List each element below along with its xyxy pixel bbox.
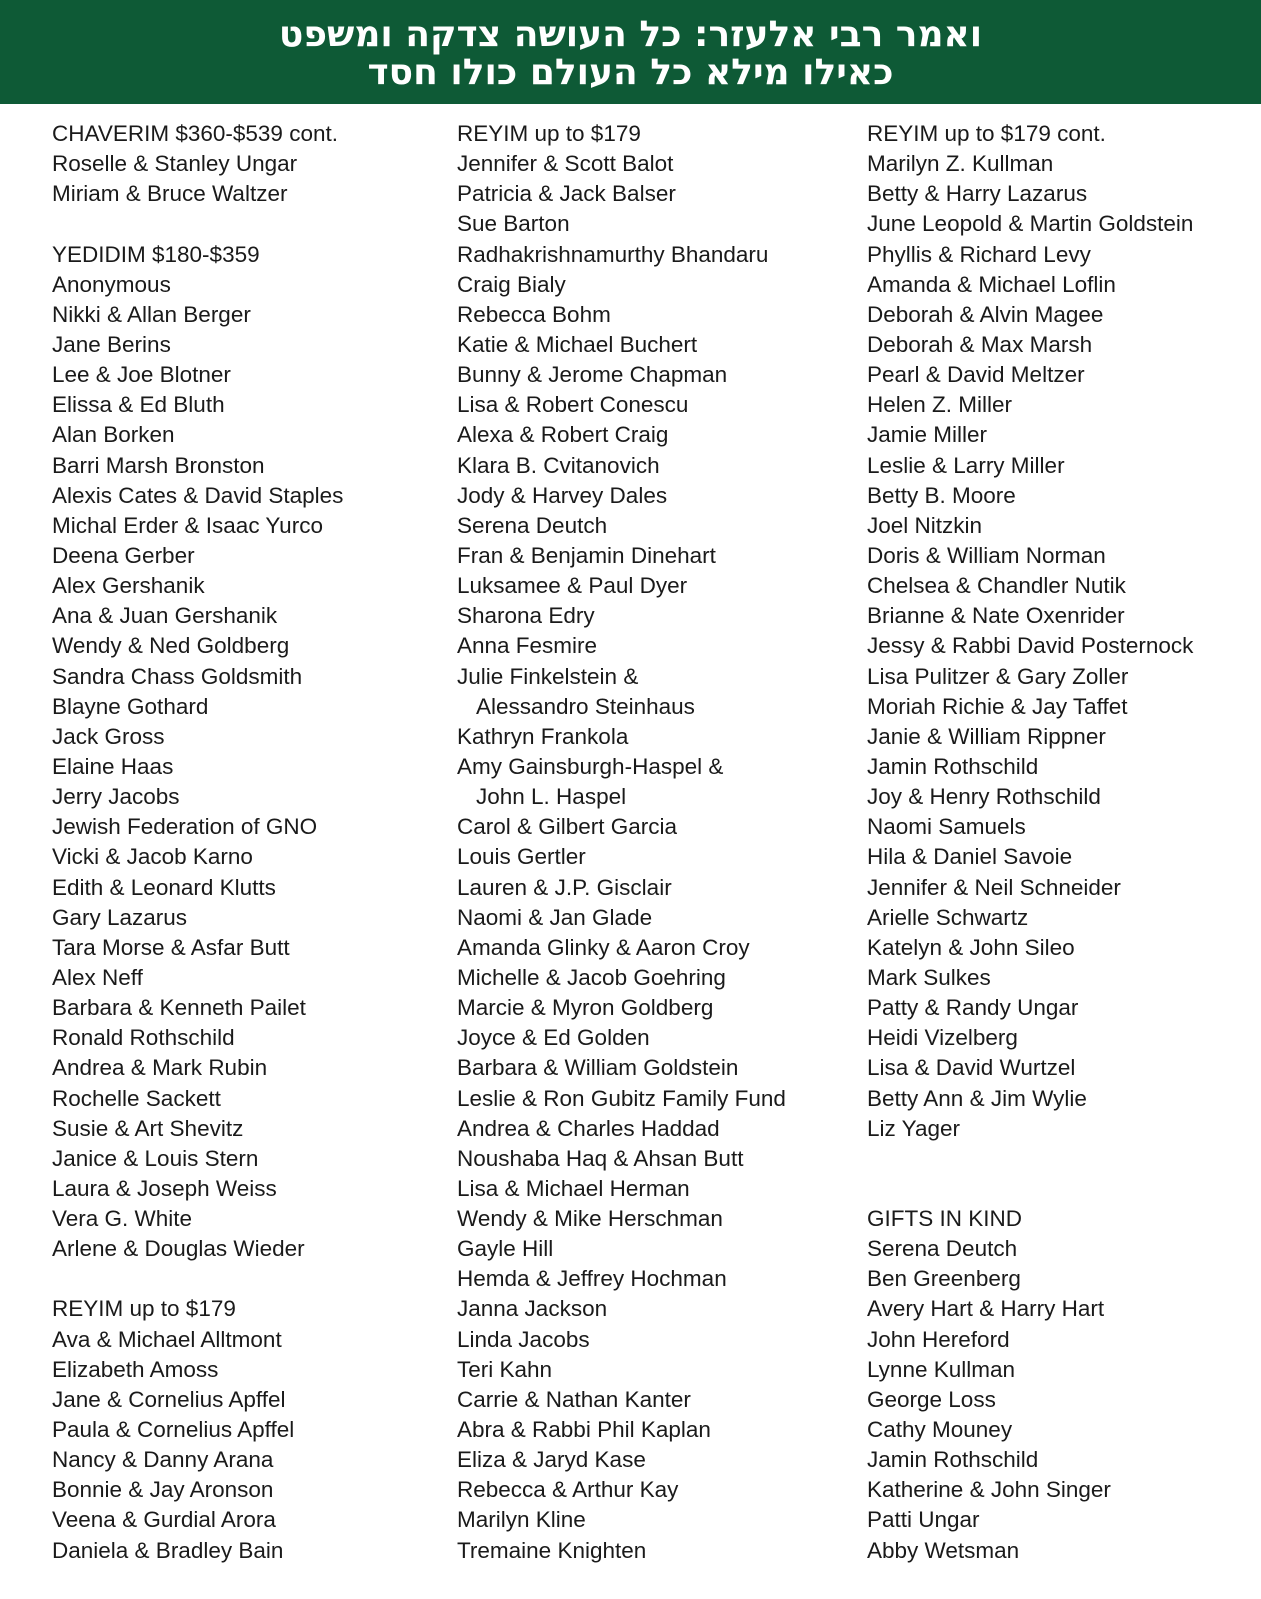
donor-name: Alan Borken bbox=[52, 422, 175, 448]
donor-name: Vicki & Jacob Karno bbox=[52, 844, 253, 870]
giving-level-heading: REYIM up to $179 cont. bbox=[867, 121, 1106, 146]
donor-name: Alexis Cates & David Staples bbox=[52, 482, 344, 508]
donor-name: Hila & Daniel Savoie bbox=[867, 844, 1073, 870]
spacer bbox=[52, 209, 343, 239]
donor-name: Pearl & David Meltzer bbox=[867, 362, 1085, 388]
donor-name: Lynne Kullman bbox=[867, 1356, 1016, 1382]
donor-name: Jane Berins bbox=[52, 331, 171, 357]
donor-name: Heidi Vizelberg bbox=[867, 1025, 1018, 1051]
donor-name: Elizabeth Amoss bbox=[52, 1356, 219, 1382]
donor-name: Tremaine Knighten bbox=[457, 1537, 647, 1563]
donor-name: Arielle Schwartz bbox=[867, 904, 1029, 930]
donor-name: Abby Wetsman bbox=[867, 1537, 1020, 1563]
donor-name: Jane & Cornelius Apffel bbox=[52, 1386, 286, 1412]
donor-name: Marilyn Kline bbox=[457, 1507, 586, 1533]
donor-name: Barri Marsh Bronston bbox=[52, 452, 265, 478]
donor-name: Avery Hart & Harry Hart bbox=[867, 1296, 1105, 1322]
donor-name: Brianne & Nate Oxenrider bbox=[867, 603, 1125, 629]
donor-name: Nancy & Danny Arana bbox=[52, 1447, 274, 1473]
donor-name: Jamin Rothschild bbox=[867, 1447, 1039, 1473]
donor-name: Tara Morse & Asfar Butt bbox=[52, 934, 290, 960]
donor-column-3 bbox=[867, 119, 1193, 1566]
donor-name: Carrie & Nathan Kanter bbox=[457, 1386, 691, 1412]
donor-name: George Loss bbox=[867, 1386, 996, 1412]
donor-name: Gayle Hill bbox=[457, 1236, 554, 1262]
donor-name: Liz Yager bbox=[867, 1115, 960, 1141]
donor-name: Wendy & Ned Goldberg bbox=[52, 633, 290, 659]
donor-name: Veena & Gurdial Arora bbox=[52, 1507, 276, 1533]
giving-level-heading: REYIM up to $179 bbox=[52, 1296, 236, 1322]
quote-line-1: ואמר רבי אלעזר: כל העושה צדקה ומשפט bbox=[278, 14, 983, 55]
giving-level-heading: REYIM up to $179 bbox=[457, 121, 641, 146]
donor-name: Patty & Randy Ungar bbox=[867, 995, 1079, 1021]
donor-name: Joyce & Ed Golden bbox=[457, 1025, 650, 1051]
donor-name: Nikki & Allan Berger bbox=[52, 301, 251, 327]
donor-name: Craig Bialy bbox=[457, 271, 566, 297]
donor-name: John L. Haspel bbox=[476, 784, 627, 810]
donor-name: Serena Deutch bbox=[457, 512, 608, 538]
donor-name: Jessy & Rabbi David Posternock bbox=[867, 633, 1194, 659]
donor-name: Wendy & Mike Herschman bbox=[457, 1206, 723, 1232]
donor-name: Amy Gainsburgh-Haspel & bbox=[457, 753, 724, 779]
donor-name: Naomi & Jan Glade bbox=[457, 904, 653, 930]
donor-name: Fran & Benjamin Dinehart bbox=[457, 542, 716, 568]
donor-name: Elaine Haas bbox=[52, 753, 174, 779]
giving-level-heading: CHAVERIM $360-$539 cont. bbox=[52, 121, 338, 146]
quote-line-2: כאילו מילא כל העולם כולו חסד bbox=[367, 52, 894, 93]
donor-name: Klara B. Cvitanovich bbox=[457, 452, 660, 478]
donor-name: Bonnie & Jay Aronson bbox=[52, 1477, 274, 1503]
donor-name: Andrea & Mark Rubin bbox=[52, 1055, 268, 1081]
donor-name: Deena Gerber bbox=[52, 542, 195, 568]
donor-name: Betty B. Moore bbox=[867, 482, 1016, 508]
donor-name: Andrea & Charles Haddad bbox=[457, 1115, 720, 1141]
donor-name: Marcie & Myron Goldberg bbox=[457, 995, 714, 1021]
donor-name: Laura & Joseph Weiss bbox=[52, 1175, 277, 1201]
donor-name: Janice & Louis Stern bbox=[52, 1145, 259, 1171]
donor-name: Vera G. White bbox=[52, 1206, 193, 1232]
spacer bbox=[867, 1174, 1193, 1204]
donor-name: Teri Kahn bbox=[457, 1356, 553, 1382]
donor-name: Janna Jackson bbox=[457, 1296, 608, 1322]
donor-name: Ava & Michael Alltmont bbox=[52, 1326, 282, 1352]
giving-level-heading: YEDIDIM $180-$359 bbox=[52, 241, 260, 267]
donor-name: Cathy Mouney bbox=[867, 1417, 1013, 1443]
donor-name: Serena Deutch bbox=[867, 1236, 1018, 1262]
donor-name: Ana & Juan Gershanik bbox=[52, 603, 278, 629]
donor-name: Eliza & Jaryd Kase bbox=[457, 1447, 646, 1473]
donor-name: Lauren & J.P. Gisclair bbox=[457, 874, 672, 900]
hebrew-quote-banner bbox=[0, 0, 1261, 104]
donor-name: Amanda & Michael Loflin bbox=[867, 271, 1116, 297]
donor-name: Anna Fesmire bbox=[457, 633, 598, 659]
donor-name: Naomi Samuels bbox=[867, 814, 1026, 840]
donor-name: Helen Z. Miller bbox=[867, 392, 1013, 418]
donor-column-2 bbox=[457, 119, 786, 1566]
spacer bbox=[52, 1264, 343, 1294]
donor-name: Carol & Gilbert Garcia bbox=[457, 814, 678, 840]
donor-name: Lisa Pulitzer & Gary Zoller bbox=[867, 663, 1129, 689]
donor-name: Michelle & Jacob Goehring bbox=[457, 964, 726, 990]
donor-name: Luksamee & Paul Dyer bbox=[457, 573, 688, 599]
donor-name: Bunny & Jerome Chapman bbox=[457, 362, 728, 388]
donor-name: Louis Gertler bbox=[457, 844, 586, 870]
donor-name: Alex Neff bbox=[52, 964, 143, 990]
donor-name: Marilyn Z. Kullman bbox=[867, 151, 1054, 177]
donor-name: Daniela & Bradley Bain bbox=[52, 1537, 284, 1563]
donor-name: Sue Barton bbox=[457, 211, 570, 237]
donor-name: Paula & Cornelius Apffel bbox=[52, 1417, 295, 1443]
donor-name: Leslie & Ron Gubitz Family Fund bbox=[457, 1085, 786, 1111]
spacer bbox=[867, 1144, 1193, 1174]
donor-name: Moriah Richie & Jay Taffet bbox=[867, 693, 1128, 719]
donor-name: Katie & Michael Buchert bbox=[457, 331, 698, 357]
donor-name: Elissa & Ed Bluth bbox=[52, 392, 225, 418]
giving-level-heading: GIFTS IN KIND bbox=[867, 1206, 1023, 1232]
donor-name: Joel Nitzkin bbox=[867, 512, 983, 538]
donor-name: Susie & Art Shevitz bbox=[52, 1115, 244, 1141]
donor-name: Ronald Rothschild bbox=[52, 1025, 235, 1051]
donor-name: Jody & Harvey Dales bbox=[457, 482, 668, 508]
donor-name: Rochelle Sackett bbox=[52, 1085, 221, 1111]
donor-name: Mark Sulkes bbox=[867, 964, 991, 990]
donor-name: Doris & William Norman bbox=[867, 542, 1106, 568]
donor-name: Roselle & Stanley Ungar bbox=[52, 151, 298, 177]
donor-name: Miriam & Bruce Waltzer bbox=[52, 181, 288, 207]
donor-name: Rebecca & Arthur Kay bbox=[457, 1477, 679, 1503]
donor-name: Sharona Edry bbox=[457, 603, 595, 629]
donor-name: Jack Gross bbox=[52, 723, 165, 749]
donor-name: Katelyn & John Sileo bbox=[867, 934, 1075, 960]
donor-name: Kathryn Frankola bbox=[457, 723, 629, 749]
donor-name: Joy & Henry Rothschild bbox=[867, 784, 1101, 810]
donor-name: Abra & Rabbi Phil Kaplan bbox=[457, 1417, 711, 1443]
donor-name: Anonymous bbox=[52, 271, 171, 297]
donor-name: Katherine & John Singer bbox=[867, 1477, 1111, 1503]
donor-name: Linda Jacobs bbox=[457, 1326, 590, 1352]
donor-name: Alexa & Robert Craig bbox=[457, 422, 669, 448]
donor-name: Lisa & Robert Conescu bbox=[457, 392, 689, 418]
donor-name: Patti Ungar bbox=[867, 1507, 980, 1533]
donor-name: Michal Erder & Isaac Yurco bbox=[52, 512, 323, 538]
donor-name: Lee & Joe Blotner bbox=[52, 362, 231, 388]
donor-name: Sandra Chass Goldsmith bbox=[52, 663, 303, 689]
donor-name: Julie Finkelstein & bbox=[457, 663, 639, 689]
donor-name: Jamin Rothschild bbox=[867, 753, 1039, 779]
donor-name: Lisa & David Wurtzel bbox=[867, 1055, 1076, 1081]
donor-name: Alex Gershanik bbox=[52, 573, 205, 599]
donor-name: Patricia & Jack Balser bbox=[457, 181, 676, 207]
donor-name: Rebecca Bohm bbox=[457, 301, 611, 327]
donor-name: Radhakrishnamurthy Bhandaru bbox=[457, 241, 769, 267]
donor-name: Alessandro Steinhaus bbox=[476, 693, 695, 719]
donor-name: Noushaba Haq & Ahsan Butt bbox=[457, 1145, 744, 1171]
donor-name: Janie & William Rippner bbox=[867, 723, 1106, 749]
donor-name: Barbara & William Goldstein bbox=[457, 1055, 739, 1081]
donor-name: Jerry Jacobs bbox=[52, 784, 180, 810]
donor-name: Hemda & Jeffrey Hochman bbox=[457, 1266, 727, 1292]
donor-name: Jewish Federation of GNO bbox=[52, 814, 318, 840]
donor-name: Barbara & Kenneth Pailet bbox=[52, 995, 306, 1021]
donor-name: Lisa & Michael Herman bbox=[457, 1175, 690, 1201]
donor-name: John Hereford bbox=[867, 1326, 1010, 1352]
donor-name: June Leopold & Martin Goldstein bbox=[867, 211, 1194, 237]
donor-name: Gary Lazarus bbox=[52, 904, 188, 930]
donor-name: Betty Ann & Jim Wylie bbox=[867, 1085, 1087, 1111]
donor-name: Jennifer & Neil Schneider bbox=[867, 874, 1121, 900]
donor-name: Blayne Gothard bbox=[52, 693, 209, 719]
donor-name: Deborah & Alvin Magee bbox=[867, 301, 1104, 327]
donor-name: Arlene & Douglas Wieder bbox=[52, 1236, 305, 1262]
donor-name: Leslie & Larry Miller bbox=[867, 452, 1065, 478]
donor-name: Deborah & Max Marsh bbox=[867, 331, 1093, 357]
donor-name: Edith & Leonard Klutts bbox=[52, 874, 276, 900]
donor-name: Ben Greenberg bbox=[867, 1266, 1021, 1292]
donor-name: Amanda Glinky & Aaron Croy bbox=[457, 934, 750, 960]
donor-name: Jamie Miller bbox=[867, 422, 988, 448]
donor-name: Chelsea & Chandler Nutik bbox=[867, 573, 1126, 599]
donor-name: Phyllis & Richard Levy bbox=[867, 241, 1091, 267]
donor-name: Jennifer & Scott Balot bbox=[457, 151, 674, 177]
donor-column-1 bbox=[52, 119, 343, 1566]
donor-name: Betty & Harry Lazarus bbox=[867, 181, 1088, 207]
